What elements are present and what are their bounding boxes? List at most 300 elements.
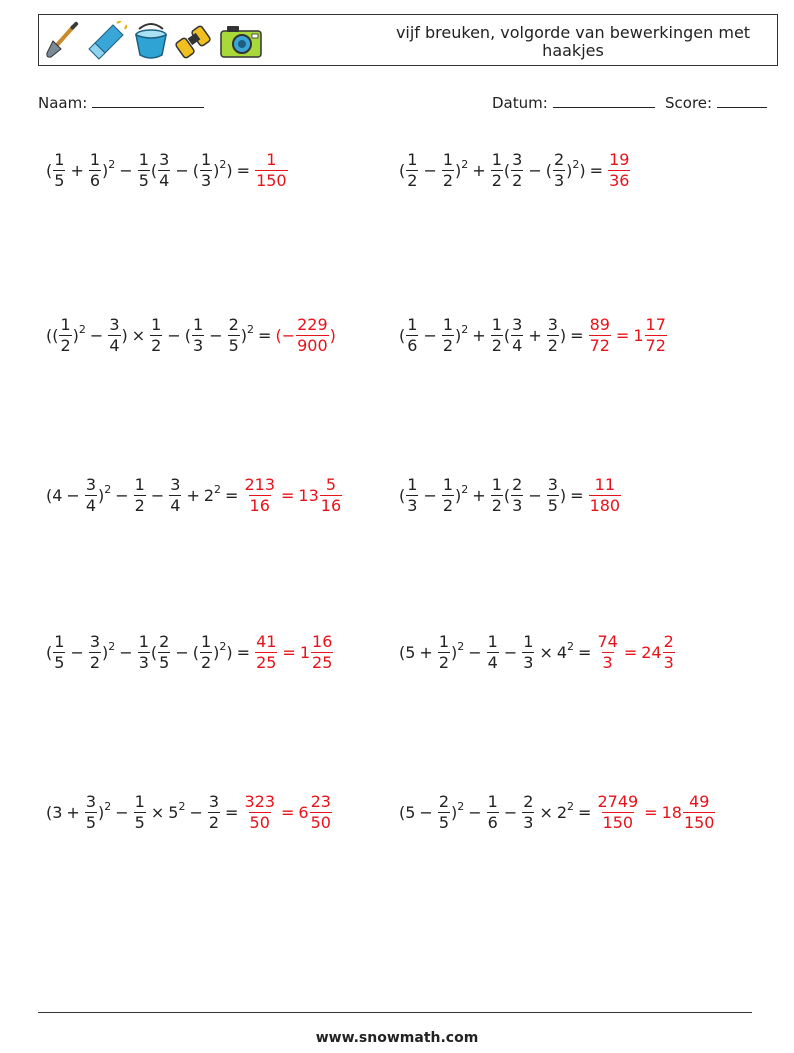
expr-text: ( [399, 325, 406, 345]
numerator: 74 [597, 631, 618, 651]
operator: − [423, 325, 437, 345]
answer [588, 476, 623, 515]
numerator: 3 [85, 791, 97, 811]
numerator: 3 [512, 149, 523, 169]
fraction [491, 316, 503, 355]
numerator: 1 [134, 474, 145, 494]
operator: − [528, 485, 542, 505]
fraction [589, 316, 611, 355]
exponent: 2 [457, 639, 465, 653]
footer-divider [38, 1012, 752, 1013]
expr-text: (3 [46, 802, 63, 822]
fraction [138, 633, 150, 672]
fraction [85, 476, 97, 515]
score-label: Score: [665, 94, 713, 112]
numerator: 5 [325, 474, 337, 494]
numerator: 3 [159, 149, 170, 169]
numerator: 1 [60, 314, 71, 334]
flashlight-icon [87, 21, 127, 61]
denominator: 2 [547, 335, 558, 355]
denominator: 3 [602, 652, 613, 672]
denominator: 3 [523, 652, 534, 672]
numerator: 2 [228, 314, 239, 334]
fraction [511, 316, 523, 355]
operator: + [70, 160, 84, 180]
expr-text: ( [503, 485, 511, 505]
operator: = [281, 802, 295, 822]
expr-text: 2 [203, 485, 215, 505]
numerator: 1 [491, 149, 502, 169]
expr-text: ) [213, 642, 220, 662]
exponent: 2 [104, 482, 112, 496]
expr-text: ) [455, 485, 462, 505]
date-blank[interactable] [553, 93, 655, 108]
problem-2 [399, 140, 631, 200]
fraction [547, 476, 559, 515]
denominator: 6 [487, 812, 498, 832]
fraction [406, 476, 418, 515]
denominator: 5 [85, 812, 97, 832]
answer [242, 476, 343, 515]
answer [607, 151, 631, 190]
denominator: 5 [54, 170, 65, 190]
fraction [53, 151, 65, 190]
denominator: 16 [249, 495, 270, 515]
operator: − [119, 160, 133, 180]
fraction [200, 633, 212, 672]
expr-text: ) [226, 160, 233, 180]
worksheet-header [38, 14, 778, 66]
denominator: 3 [200, 170, 212, 190]
numerator: 1 [151, 314, 162, 334]
binoculars-icon [175, 21, 215, 61]
expr-text: ( [503, 160, 511, 180]
operator: + [419, 642, 433, 662]
fraction [311, 633, 333, 672]
operator: = [236, 642, 251, 662]
denominator: 2 [151, 335, 162, 355]
fraction [547, 316, 559, 355]
numerator: 1 [89, 149, 101, 169]
numerator: 3 [109, 314, 120, 334]
fraction [645, 316, 667, 355]
fraction [255, 633, 277, 672]
operator: − [189, 802, 203, 822]
operator: = [578, 802, 592, 822]
problem-5 [46, 465, 343, 525]
denominator: 2 [491, 495, 502, 515]
operator: − [468, 802, 482, 822]
exponent: 2 [247, 322, 255, 336]
expr-text: ( [545, 160, 552, 180]
fraction [243, 476, 276, 515]
operator: − [503, 642, 518, 662]
expr-text: ) [102, 160, 109, 180]
answer [588, 316, 668, 355]
numerator: 23 [310, 791, 331, 811]
exponent: 2 [461, 482, 469, 496]
expr-text: ( [399, 160, 406, 180]
problem-8 [399, 622, 676, 682]
denominator: 2 [134, 495, 145, 515]
operator: − [175, 642, 189, 662]
numerator: 16 [312, 631, 333, 651]
fraction [228, 316, 240, 355]
operator: × [539, 802, 553, 822]
numerator: 2 [512, 474, 523, 494]
denominator: 2 [442, 335, 454, 355]
expr-text: ) [559, 325, 567, 345]
operator: = [578, 642, 592, 662]
fraction [608, 151, 630, 190]
numerator: 11 [594, 474, 616, 494]
fraction [487, 633, 499, 672]
operator: = [258, 325, 272, 345]
denominator: 180 [589, 495, 621, 515]
footer-url: www.snowmath.com [315, 1030, 479, 1046]
date-label: Datum: [492, 94, 548, 112]
denominator: 25 [312, 652, 333, 672]
denominator: 6 [407, 335, 418, 355]
numerator: 1 [54, 631, 65, 651]
exponent: 2 [461, 157, 469, 171]
fraction [487, 793, 499, 832]
expr-text: (( [46, 325, 59, 345]
expr-text: ) [72, 325, 79, 345]
operator: − [115, 802, 129, 822]
header-icons [43, 21, 263, 61]
numerator: 1 [138, 631, 149, 651]
problem-1 [46, 140, 289, 200]
operator: = [225, 485, 239, 505]
expr-text: (− [275, 325, 296, 345]
operator: − [468, 642, 482, 662]
fraction [310, 793, 332, 832]
score-field[interactable] [665, 93, 767, 112]
fraction [169, 476, 181, 515]
camera-icon [219, 21, 263, 61]
shovel-icon [43, 21, 83, 61]
exponent: 2 [219, 639, 227, 653]
answer [254, 633, 334, 672]
denominator: 3 [138, 652, 149, 672]
numerator: 1 [491, 474, 502, 494]
operator: − [419, 802, 433, 822]
answer [254, 151, 289, 190]
exponent: 2 [104, 799, 112, 813]
denominator: 5 [228, 335, 239, 355]
numerator: 213 [244, 474, 275, 494]
numerator: 1 [54, 149, 65, 169]
denominator: 3 [512, 495, 523, 515]
operator: × [131, 325, 146, 345]
denominator: 3 [407, 495, 418, 515]
numerator: 1 [138, 149, 149, 169]
numerator: 2 [553, 149, 565, 169]
name-field[interactable] [38, 93, 204, 112]
denominator: 72 [645, 335, 666, 355]
numerator: 3 [170, 474, 181, 494]
numerator: 3 [512, 314, 523, 334]
problem-9 [46, 782, 333, 842]
numerator: 1 [407, 474, 418, 494]
numerator: 1 [491, 314, 502, 334]
operator: + [528, 325, 542, 345]
denominator: 5 [547, 495, 558, 515]
problem-4 [399, 305, 668, 365]
operator: − [115, 485, 129, 505]
denominator: 36 [609, 170, 630, 190]
denominator: 3 [523, 812, 534, 832]
denominator: 50 [310, 812, 331, 832]
operator: = [615, 325, 630, 345]
fraction [134, 476, 146, 515]
operator: = [570, 485, 584, 505]
fraction [442, 151, 454, 190]
exponent: 2 [567, 799, 575, 813]
fraction [208, 793, 220, 832]
denominator: 6 [89, 170, 101, 190]
numerator: 1 [200, 149, 212, 169]
fraction [522, 793, 534, 832]
denominator: 16 [320, 495, 342, 515]
problem-3 [46, 305, 336, 365]
numerator: 2 [663, 631, 674, 651]
score-blank[interactable] [717, 93, 767, 108]
denominator: 50 [249, 812, 270, 832]
fraction [89, 151, 101, 190]
fraction [596, 793, 639, 832]
expr-text: ) [102, 642, 109, 662]
fraction [522, 633, 534, 672]
expr-text: ) [451, 642, 458, 662]
numerator: 2 [523, 791, 534, 811]
expr-text: ) [566, 160, 573, 180]
fraction [243, 793, 276, 832]
numerator: 1 [487, 631, 498, 651]
denominator: 4 [159, 170, 170, 190]
fraction [438, 633, 450, 672]
date-field[interactable] [492, 93, 655, 112]
denominator: 5 [138, 170, 149, 190]
expr-text: ) [213, 160, 220, 180]
operator: − [89, 325, 104, 345]
expr-text: ) [98, 485, 105, 505]
denominator: 150 [602, 812, 634, 832]
operator: − [150, 485, 165, 505]
fraction [296, 316, 329, 355]
exponent: 2 [572, 157, 580, 171]
expr-text: (4 [46, 485, 63, 505]
answer [275, 316, 335, 355]
name-label: Naam: [38, 94, 88, 112]
expr-text: ( [46, 160, 53, 180]
operator: − [119, 642, 133, 662]
numerator: 1 [487, 791, 498, 811]
numerator: 1 [438, 631, 450, 651]
expr-text: ( [46, 642, 53, 662]
operator: − [66, 485, 80, 505]
fraction [255, 151, 288, 190]
fraction [138, 151, 150, 190]
expr-text: ) [579, 160, 586, 180]
numerator: 2 [159, 631, 170, 651]
fraction [438, 793, 450, 832]
denominator: 2 [208, 812, 220, 832]
denominator: 2 [442, 170, 454, 190]
fraction [150, 316, 162, 355]
numerator: 1 [193, 314, 204, 334]
denominator: 5 [54, 652, 65, 672]
fraction [158, 151, 170, 190]
exponent: 2 [457, 799, 465, 813]
numerator: 41 [256, 631, 277, 651]
fraction [683, 793, 716, 832]
numerator: 1 [200, 631, 212, 651]
operator: − [528, 160, 542, 180]
operator: = [623, 642, 638, 662]
denominator: 5 [159, 652, 170, 672]
denominator: 150 [256, 170, 287, 190]
denominator: 3 [663, 652, 674, 672]
fraction [442, 476, 454, 515]
expr-text: ) [559, 485, 567, 505]
denominator: 2 [512, 170, 523, 190]
numerator: 2 [438, 791, 450, 811]
numerator: 2749 [597, 791, 639, 811]
expr-text: ) [329, 325, 336, 345]
denominator: 5 [134, 812, 145, 832]
expr-text: ( [399, 485, 406, 505]
answer [595, 633, 675, 672]
denominator: 3 [553, 170, 565, 190]
name-blank[interactable] [92, 93, 204, 108]
expr-text: ( [184, 325, 192, 345]
operator: = [644, 802, 658, 822]
numerator: 3 [85, 474, 97, 494]
numerator: 49 [689, 791, 710, 811]
numerator: 3 [208, 791, 220, 811]
fraction [406, 316, 418, 355]
operator: − [209, 325, 223, 345]
worksheet-title: vijf breuken, volgorde van bewerkingen met haakjes [395, 23, 751, 60]
numerator: 3 [547, 314, 558, 334]
expr-text: ( [192, 642, 199, 662]
expr-text: ) [451, 802, 458, 822]
numerator: 1 [442, 314, 454, 334]
exponent: 2 [108, 157, 116, 171]
operator: − [423, 160, 437, 180]
expr-text: ) [240, 325, 248, 345]
denominator: 2 [438, 652, 450, 672]
bucket-icon [131, 21, 171, 61]
exponent: 2 [178, 799, 186, 813]
problem-6 [399, 465, 622, 525]
expr-text: 5 [168, 802, 179, 822]
fraction [53, 633, 65, 672]
numerator: 1 [523, 631, 534, 651]
denominator: 4 [109, 335, 120, 355]
problem-10 [399, 782, 716, 842]
numerator: 3 [547, 474, 558, 494]
operator: + [472, 325, 486, 345]
expr-text: ( [150, 642, 158, 662]
operator: + [472, 160, 486, 180]
fraction [406, 151, 418, 190]
answer [242, 793, 333, 832]
answer [595, 793, 716, 832]
denominator: 2 [200, 652, 212, 672]
numerator: 3 [89, 631, 101, 651]
expr-text: 2 [556, 802, 568, 822]
denominator: 4 [487, 652, 498, 672]
operator: − [167, 325, 181, 345]
numerator: 1 [266, 149, 277, 169]
expr-text: ) [226, 642, 233, 662]
expr-text: (5 [399, 642, 416, 662]
denominator: 2 [89, 652, 101, 672]
operator: × [539, 642, 553, 662]
fraction [511, 151, 523, 190]
operator: − [70, 642, 84, 662]
numerator: 1 [134, 791, 145, 811]
denominator: 4 [512, 335, 523, 355]
fraction [108, 316, 120, 355]
exponent: 2 [78, 322, 86, 336]
operator: = [282, 642, 296, 662]
fraction [192, 316, 204, 355]
exponent: 2 [567, 639, 575, 653]
fraction [134, 793, 146, 832]
expr-text: ( [150, 160, 158, 180]
numerator: 17 [645, 314, 666, 334]
fraction [663, 633, 675, 672]
operator: = [225, 802, 239, 822]
denominator: 3 [193, 335, 204, 355]
exponent: 2 [219, 157, 227, 171]
denominator: 72 [589, 335, 610, 355]
denominator: 4 [170, 495, 181, 515]
expr-text: ( [192, 160, 199, 180]
expr-text: 6 [298, 802, 309, 822]
denominator: 25 [256, 652, 277, 672]
exponent: 2 [108, 639, 116, 653]
denominator: 2 [491, 170, 502, 190]
expr-text: ) [455, 325, 462, 345]
exponent: 2 [461, 322, 469, 336]
exponent: 2 [214, 482, 222, 496]
denominator: 900 [297, 335, 328, 355]
operator: − [175, 160, 189, 180]
denominator: 150 [683, 812, 715, 832]
denominator: 2 [60, 335, 71, 355]
denominator: 4 [85, 495, 97, 515]
numerator: 229 [297, 314, 328, 334]
operator: = [236, 160, 251, 180]
expr-text: 1 [299, 642, 311, 662]
fraction [85, 793, 97, 832]
fraction [553, 151, 565, 190]
expr-text: 4 [556, 642, 568, 662]
numerator: 1 [442, 474, 454, 494]
fraction [89, 633, 101, 672]
operator: × [150, 802, 165, 822]
expr-text: 24 [641, 642, 662, 662]
fraction [511, 476, 523, 515]
operator: = [589, 160, 604, 180]
operator: − [423, 485, 437, 505]
expr-text: ( [503, 325, 511, 345]
